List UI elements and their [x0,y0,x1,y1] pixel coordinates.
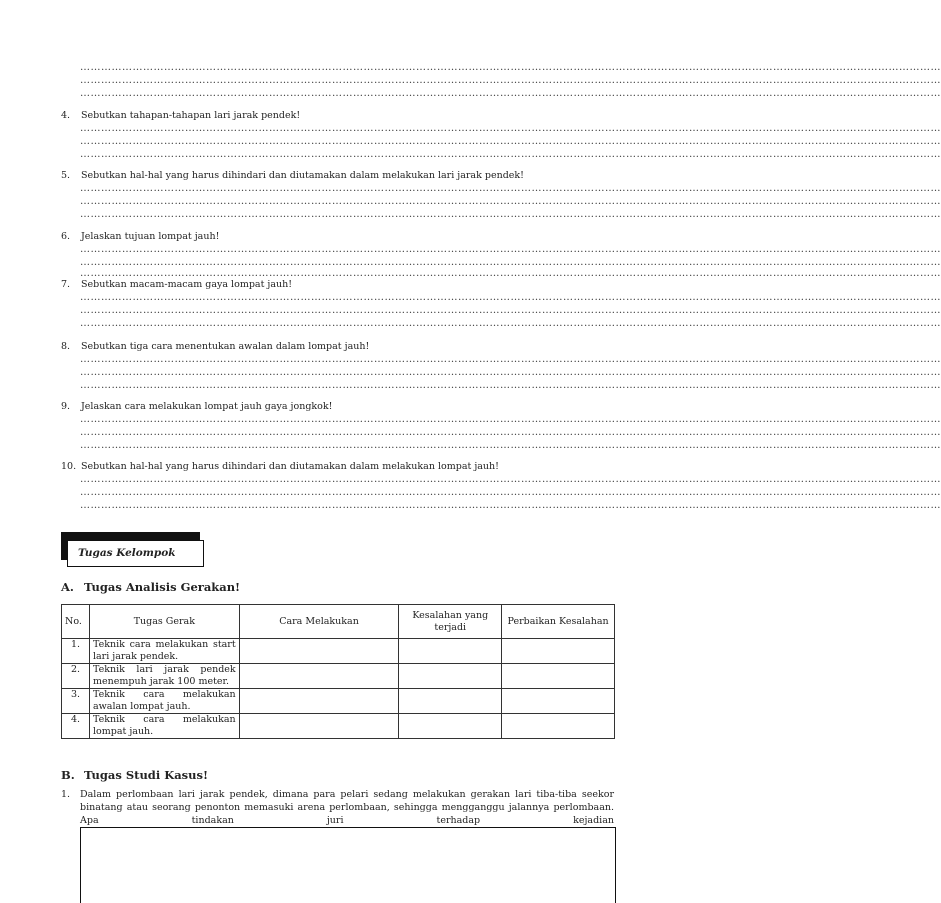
answer-line: ………………………………………………………………………………………………………………………………………………………………………………………………………………………… [80,440,941,451]
case-answer-box[interactable] [80,827,616,903]
header-no: No. [62,605,90,639]
row-task: Teknik cara melakukan awalan lompat jauh. [89,689,239,714]
answer-line: ………………………………………………………………………………………………………………………………………………………………………………………………………………………… [80,487,941,498]
group-task-banner [61,532,206,570]
header-task: Tugas Gerak [89,605,239,639]
movement-analysis-table [61,604,615,739]
question-number: 9. [61,401,71,412]
case-text: Dalam perlombaan lari jarak pendek, dimana para pelari sedang melakukan gerakan lari tiba-tiba seekor binatang atau seorang penonton memasuki arena perlombaan, sehingga mengganggu jalannya perlombaan. Apa tindakan juri terhadap kejadian [80,789,614,826]
answer-line: ………………………………………………………………………………………………………………………………………………………………………………………………………………………… [80,268,941,279]
row-error-cell[interactable] [399,664,502,689]
section-letter: A. [61,580,74,594]
answer-line: ………………………………………………………………………………………………………………………………………………………………………………………………………………………… [80,62,941,73]
answer-line: ………………………………………………………………………………………………………………………………………………………………………………………………………………………… [80,136,941,147]
row-number: 3. [62,689,90,714]
question-number: 10. [61,461,77,472]
question-text: Sebutkan macam-macam gaya lompat jauh! [81,279,293,290]
answer-line: ………………………………………………………………………………………………………………………………………………………………………………………………………………………… [80,244,941,255]
row-error-cell[interactable] [399,714,502,739]
row-task: Teknik cara melakukan lompat jauh. [89,714,239,739]
answer-line: ………………………………………………………………………………………………………………………………………………………………………………………………………………………… [80,75,941,86]
question-number: 8. [61,341,71,352]
answer-line: ………………………………………………………………………………………………………………………………………………………………………………………………………………………… [80,183,941,194]
answer-line: ………………………………………………………………………………………………………………………………………………………………………………………………………………………… [80,354,941,365]
banner-box [67,540,204,567]
table-header-row [62,605,615,639]
header-fix: Perbaikan Kesalahan [502,605,615,639]
table-row [62,664,615,689]
row-fix-cell[interactable] [502,714,615,739]
case-number: 1. [61,789,71,800]
row-error-cell[interactable] [399,639,502,664]
answer-line: ………………………………………………………………………………………………………………………………………………………………………………………………………………………… [80,88,941,99]
question-number: 6. [61,231,71,242]
answer-line: ………………………………………………………………………………………………………………………………………………………………………………………………………………………… [80,209,941,220]
row-task: Teknik cara melakukan start lari jarak pendek. [89,639,239,664]
header-error: Kesalahan yang terjadi [399,605,502,639]
answer-line: ………………………………………………………………………………………………………………………………………………………………………………………………………………………… [80,305,941,316]
answer-line: ………………………………………………………………………………………………………………………………………………………………………………………………………………………… [80,427,941,438]
question-text: Jelaskan tujuan lompat jauh! [81,231,220,242]
section-title: Tugas Studi Kasus! [84,768,209,782]
question-number: 5. [61,170,71,181]
row-how-cell[interactable] [239,664,399,689]
answer-line: ………………………………………………………………………………………………………………………………………………………………………………………………………………………… [80,500,941,511]
question-text: Sebutkan tiga cara menentukan awalan dalam lompat jauh! [81,341,370,352]
answer-line: ………………………………………………………………………………………………………………………………………………………………………………………………………………………… [80,149,941,160]
answer-line: ………………………………………………………………………………………………………………………………………………………………………………………………………………………… [80,414,941,425]
question-number: 7. [61,279,71,290]
question-number: 4. [61,110,71,121]
table-row [62,714,615,739]
answer-line: ………………………………………………………………………………………………………………………………………………………………………………………………………………………… [80,380,941,391]
row-number: 1. [62,639,90,664]
answer-line: ………………………………………………………………………………………………………………………………………………………………………………………………………………………… [80,474,941,485]
row-fix-cell[interactable] [502,689,615,714]
header-how: Cara Melakukan [239,605,399,639]
answer-line: ………………………………………………………………………………………………………………………………………………………………………………………………………………………… [80,257,941,268]
row-fix-cell[interactable] [502,639,615,664]
row-task: Teknik lari jarak pendek menempuh jarak 100 meter. [89,664,239,689]
answer-line: ………………………………………………………………………………………………………………………………………………………………………………………………………………………… [80,367,941,378]
question-text: Sebutkan hal-hal yang harus dihindari dan diutamakan dalam melakukan lompat jauh! [81,461,499,472]
row-how-cell[interactable] [239,689,399,714]
question-text: Jelaskan cara melakukan lompat jauh gaya jongkok! [81,401,333,412]
answer-line: ………………………………………………………………………………………………………………………………………………………………………………………………………………………… [80,292,941,303]
answer-line: ………………………………………………………………………………………………………………………………………………………………………………………………………………………… [80,318,941,329]
row-how-cell[interactable] [239,639,399,664]
question-text: Sebutkan hal-hal yang harus dihindari dan diutamakan dalam melakukan lari jarak pendek! [81,170,524,181]
table-row [62,639,615,664]
row-number: 4. [62,714,90,739]
section-letter: B. [61,768,75,782]
row-error-cell[interactable] [399,689,502,714]
row-number: 2. [62,664,90,689]
table-row [62,689,615,714]
answer-line: ………………………………………………………………………………………………………………………………………………………………………………………………………………………… [80,196,941,207]
row-how-cell[interactable] [239,714,399,739]
answer-line: ………………………………………………………………………………………………………………………………………………………………………………………………………………………… [80,123,941,134]
row-fix-cell[interactable] [502,664,615,689]
banner-label: Tugas Kelompok [78,547,176,559]
question-text: Sebutkan tahapan-tahapan lari jarak pendek! [81,110,301,121]
section-title: Tugas Analisis Gerakan! [84,580,241,594]
